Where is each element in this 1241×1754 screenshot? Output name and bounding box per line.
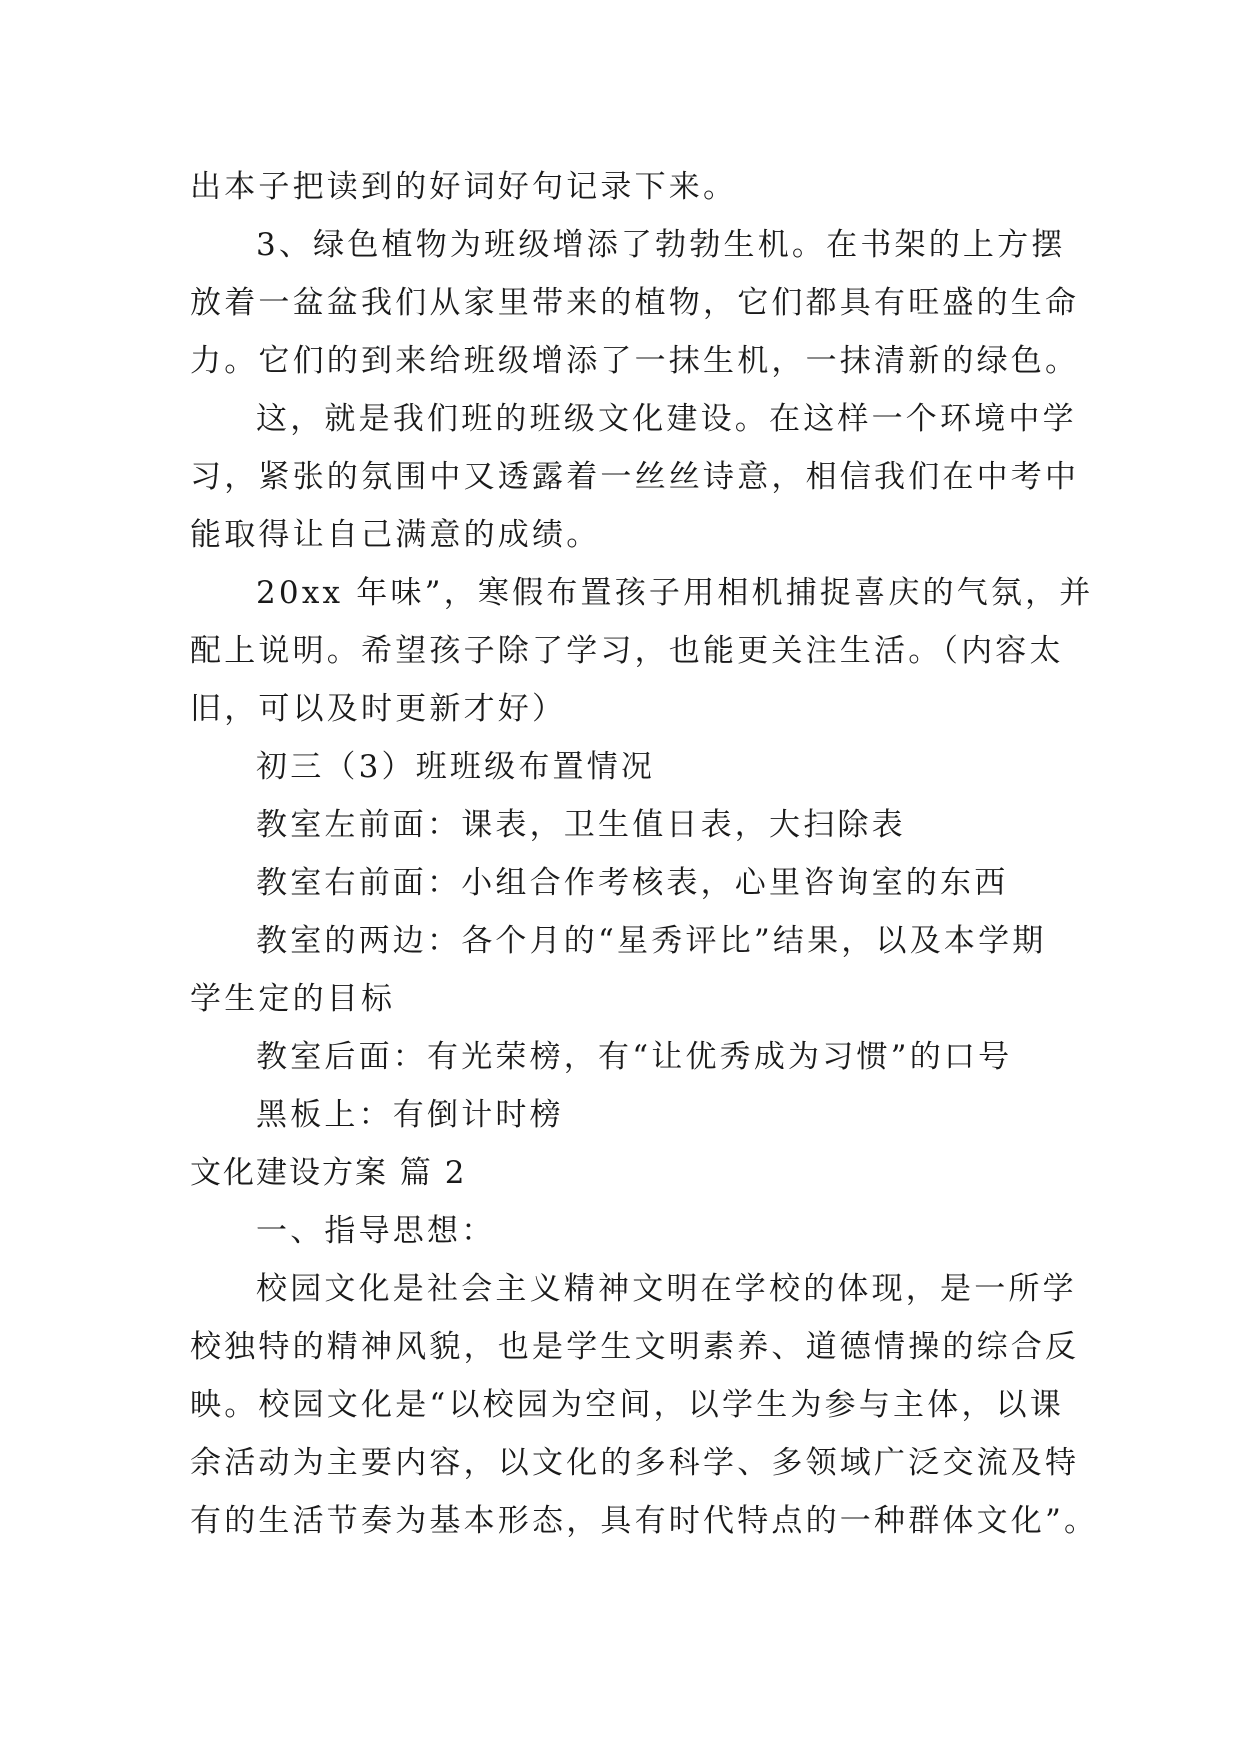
text-line-21: 校独特的精神风貌，也是学生文明素养、道德情操的综合反 [190, 1329, 1080, 1365]
subsection-heading: 一、指导思想： [256, 1213, 496, 1249]
text-line-20: 校园文化是社会主义精神文明在学校的体现，是一所学 [256, 1271, 1077, 1307]
text-line-2: 3、绿色植物为班级增添了勃勃生机。在书架的上方摆 [256, 227, 1066, 263]
text-line-13: 教室右前面：小组合作考核表，心里咨询室的东西 [256, 865, 1009, 901]
text-line-22: 映。校园文化是“以校园为空间，以学生为参与主体，以课 [190, 1387, 1065, 1423]
text-line-23: 余活动为主要内容，以文化的多科学、多领域广泛交流及特 [190, 1445, 1080, 1481]
text-line-3: 放着一盆盆我们从家里带来的植物，它们都具有旺盛的生命 [190, 285, 1080, 321]
text-line-10: 旧，可以及时更新才好） [190, 691, 567, 727]
text-line-17: 黑板上：有倒计时榜 [256, 1097, 564, 1133]
text-line-15: 学生定的目标 [190, 981, 396, 1017]
text-line-1: 出本子把读到的好词好句记录下来。 [190, 169, 738, 205]
text-line-14: 教室的两边：各个月的“星秀评比”结果，以及本学期 [256, 923, 1047, 959]
text-line-16: 教室后面：有光荣榜，有“让优秀成为习惯”的口号 [256, 1039, 1013, 1075]
section-heading: 文化建设方案 篇 2 [190, 1155, 467, 1191]
text-line-11: 初三（3）班班级布置情况 [256, 749, 656, 785]
text-line-5: 这，就是我们班的班级文化建设。在这样一个环境中学 [256, 401, 1077, 437]
text-line-12: 教室左前面：课表，卫生值日表，大扫除表 [256, 807, 906, 843]
text-line-7: 能取得让自己满意的成绩。 [190, 517, 601, 553]
text-line-4: 力。它们的到来给班级增添了一抹生机，一抹清新的绿色。 [190, 343, 1080, 379]
text-line-8: 20xx 年味”，寒假布置孩子用相机捕捉喜庆的气氛，并 [256, 575, 1094, 611]
text-line-6: 习，紧张的氛围中又透露着一丝丝诗意，相信我们在中考中 [190, 459, 1080, 495]
text-line-9: 配上说明。希望孩子除了学习，也能更关注生活。（内容太 [190, 633, 1064, 669]
text-line-24: 有的生活节奏为基本形态，具有时代特点的一种群体文化”。 [190, 1503, 1099, 1539]
